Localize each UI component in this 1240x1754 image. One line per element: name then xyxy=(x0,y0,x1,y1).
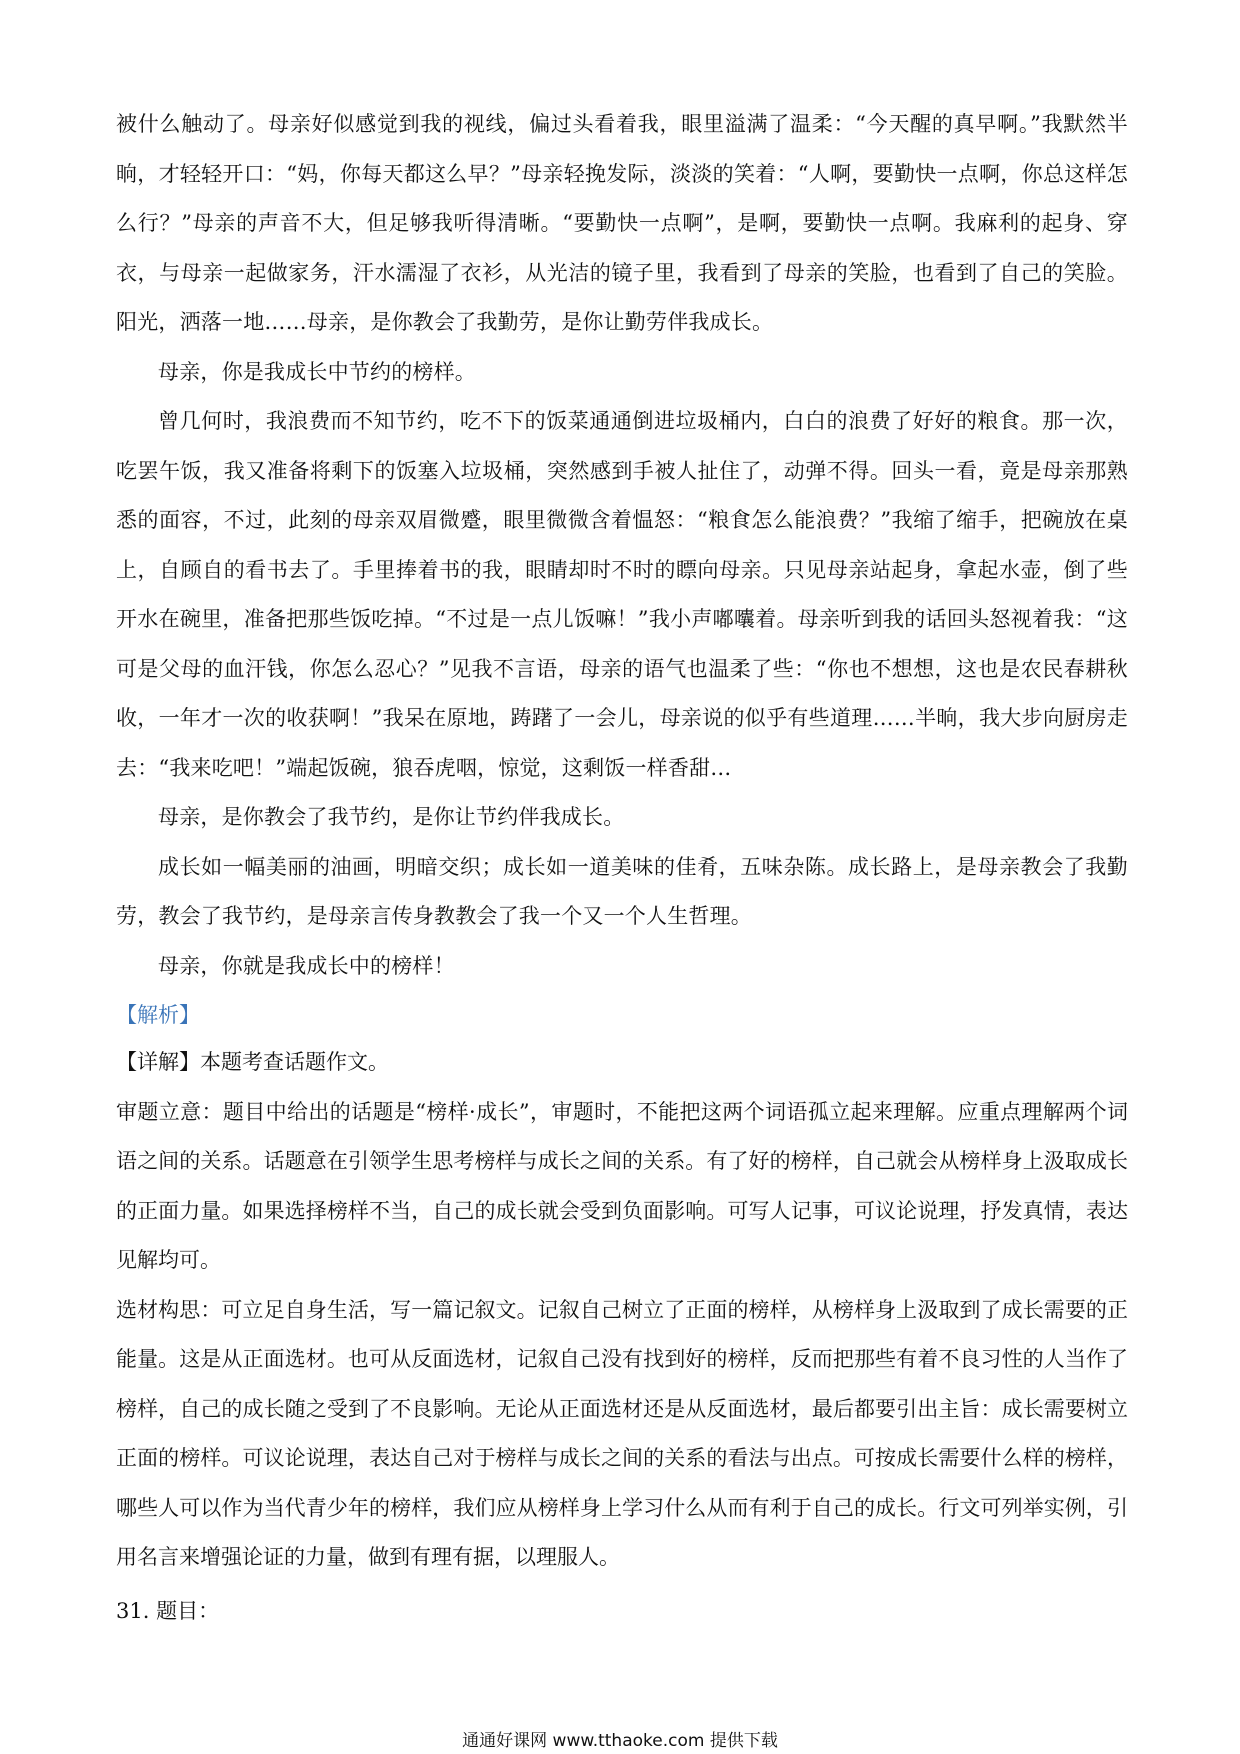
analysis-tag: 【解析】 xyxy=(116,1003,200,1027)
analysis-material: 选材构思：可立足自身生活，写一篇记叙文。记叙自己树立了正面的榜样，从榜样身上汲取到了成长需要的正能量。这是从正面选材。也可从反面选材，记叙自己没有找到好的榜样，反而把那些有着不良习性的人当作了榜样，自己的成长随之受到了不良影响。无论从正面选材还是从反面选材，最后都要引出主旨：成长需要树立正面的榜样。可议论说理，表达自己对于榜样与成长之间的关系的看法与出点。可按成长需要什么样的榜样，哪些人可以作为当代青少年的榜样，我们应从榜样身上学习什么从而有利于自己的成长。行文可列举实例，引用名言来增强论证的力量，做到有理有据，以理服人。 xyxy=(116,1297,1128,1569)
analysis-topic: 审题立意：题目中给出的话题是“榜样·成长”，审题时，不能把这两个词语孤立起来理解。应重点理解两个词语之间的关系。话题意在引领学生思考榜样与成长之间的关系。有了好的榜样，自己就会从榜样身上汲取成长的正面力量。如果选择榜样不当，自己的成长就会受到负面影响。可写人记事，可议论说理，抒发真情，表达见解均可。 xyxy=(116,1099,1128,1272)
document-body xyxy=(116,100,1128,1636)
essay-paragraph-2: 母亲，你是我成长中节约的榜样。 xyxy=(158,359,476,384)
essay-paragraph-3: 曾几何时，我浪费而不知节约，吃不下的饭菜通通倒进垃圾桶内，白白的浪费了好好的粮食。那一次，吃罢午饭，我又准备将剩下的饭塞入垃圾桶，突然感到手被人扯住了，动弹不得。回头一看，竟是母亲那熟悉的面容，不过，此刻的母亲双眉微蹙，眼里微微含着愠怒：“粮食怎么能浪费？”我缩了缩手，把碗放在桌上，自顾自的看书去了。手里捧着书的我，眼睛却时不时的瞟向母亲。只见母亲站起身，拿起水壶，倒了些开水在碗里，准备把那些饭吃掉。“不过是一点儿饭嘛！”我小声嘟囔着。母亲听到我的话回头怒视着我：“这可是父母的血汗钱，你怎么忍心？”见我不言语，母亲的语气也温柔了些：“你也不想想，这也是农民春耕秋收，一年才一次的收获啊！”我呆在原地，踌躇了一会儿，母亲说的似乎有些道理……半晌，我大步向厨房走去：“我来吃吧！”端起饭碗，狼吞虎咽，惊觉，这剩饭一样香甜… xyxy=(116,409,1128,780)
question-number: 31. 题目： xyxy=(116,1598,220,1623)
page-footer: 通通好课网 www.tthaoke.com 提供下载 xyxy=(462,1731,778,1751)
essay-paragraph-4: 母亲，是你教会了我节约，是你让节约伴我成长。 xyxy=(158,805,625,829)
essay-paragraph-1: 被什么触动了。母亲好似感觉到我的视线，偏过头看着我，眼里溢满了温柔：“今天醒的真早啊。”我默然半晌，才轻轻开口：“妈，你每天都这么早？”母亲轻挽发际，淡淡的笑着：“人啊，要勤快一点啊，你总这样怎么行？”母亲的声音不大，但足够我听得清晰。“要勤快一点啊”，是啊，要勤快一点啊。我麻利的起身、穿衣，与母亲一起做家务，汗水濡湿了衣衫，从光洁的镜子里，我看到了母亲的笑脸，也看到了自己的笑脸。阳光，洒落一地……母亲，是你教会了我勤劳，是你让勤劳伴我成长。 xyxy=(116,112,1128,334)
essay-paragraph-5: 成长如一幅美丽的油画，明暗交织；成长如一道美味的佳肴，五味杂陈。成长路上，是母亲教会了我勤劳，教会了我节约，是母亲言传身教教会了我一个又一个人生哲理。 xyxy=(116,854,1128,928)
analysis-detail: 【详解】本题考查话题作文。 xyxy=(116,1050,389,1074)
essay-paragraph-6: 母亲，你就是我成长中的榜样！ xyxy=(158,953,455,978)
